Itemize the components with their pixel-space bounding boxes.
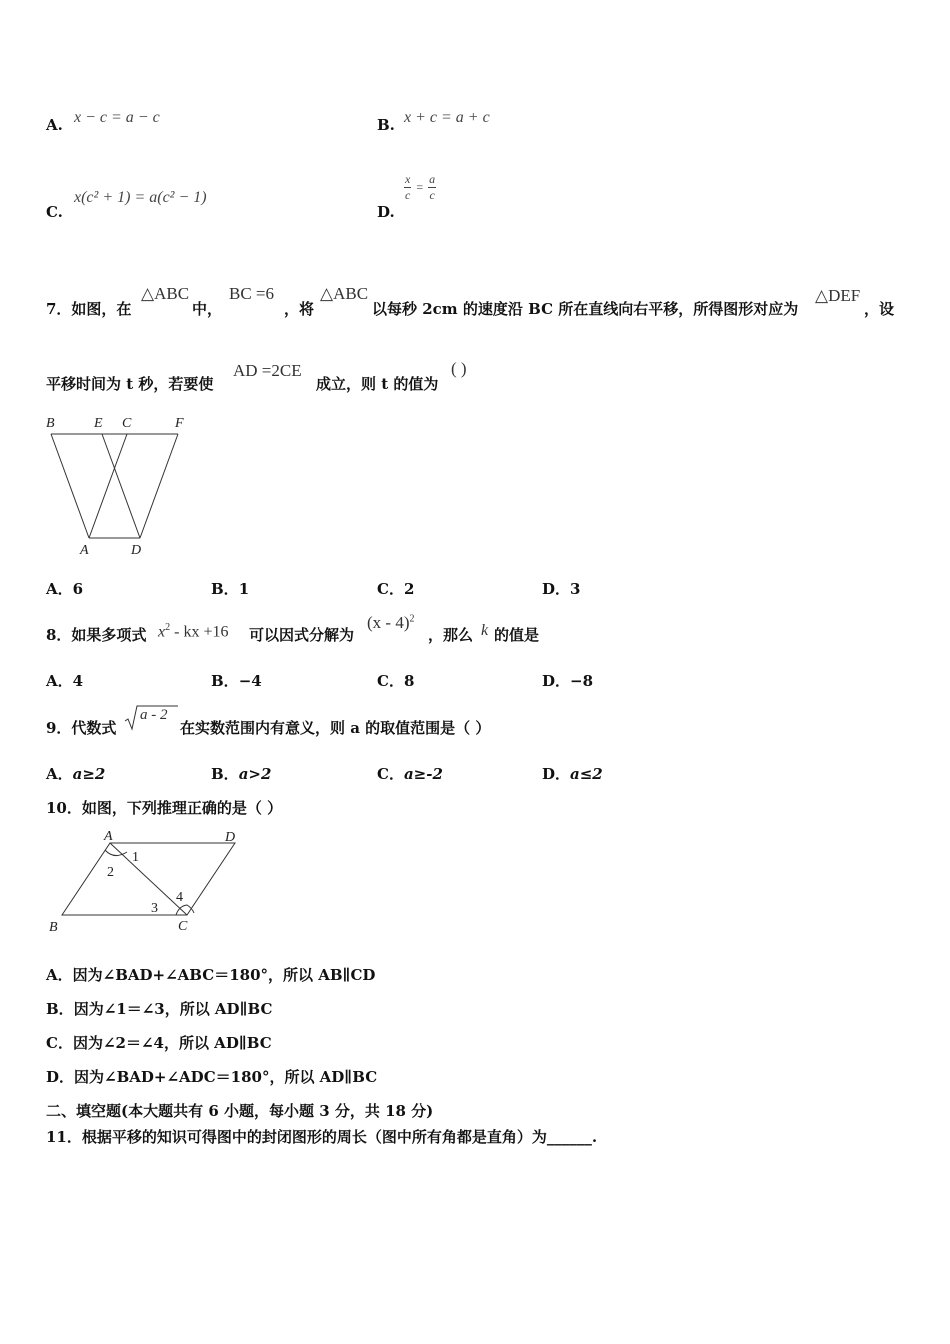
q7-ad-equals-2ce: AD =2CE bbox=[233, 361, 302, 380]
fig7-label-e: E bbox=[94, 416, 103, 431]
q7-stem-part3: 平移时间为 t 秒，若要使 bbox=[46, 375, 214, 393]
fig7-label-b: B bbox=[46, 416, 55, 431]
fig10-label-4: 4 bbox=[176, 890, 183, 905]
frac-right-denominator: c bbox=[429, 188, 435, 202]
q6-option-a-expr: x − c = a − c bbox=[74, 109, 160, 126]
fig10-label-2: 2 bbox=[107, 865, 114, 880]
frac-left-denominator: c bbox=[405, 188, 411, 202]
q8-option-a: A．4 bbox=[46, 672, 84, 690]
q7-bc-equals-6: BC =6 bbox=[229, 284, 275, 303]
q11-stem: 11．根据平移的知识可得图中的封闭图形的周长（图中所有角都是直角）为______. bbox=[46, 1128, 598, 1146]
fig7-label-c: C bbox=[122, 416, 132, 431]
q7-translation-figure bbox=[40, 410, 210, 560]
q7-triangle-def: △DEF bbox=[815, 286, 861, 305]
fig10-label-d: D bbox=[225, 830, 236, 845]
q8-stem-part4: 的值是 bbox=[494, 626, 540, 644]
q9-stem-part1: 9．代数式 bbox=[46, 719, 117, 737]
fig10-label-b: B bbox=[49, 920, 58, 935]
q7-option-c: C．2 bbox=[377, 580, 415, 598]
q6-option-c-label: C. bbox=[46, 203, 63, 221]
q8-option-d: D．−8 bbox=[542, 672, 594, 690]
q8-stem-part2: 可以因式分解为 bbox=[249, 626, 355, 644]
q8-factored-form: (x - 4)$^2$ bbox=[367, 613, 415, 632]
q7-stem-zhong: 中， bbox=[192, 300, 223, 318]
fig10-label-3: 3 bbox=[151, 901, 158, 916]
q11-answer-blank: ______ bbox=[546, 1128, 592, 1146]
fig7-label-d: D bbox=[131, 543, 142, 558]
q6-option-c-expr: x(c² + 1) = a(c² − 1) bbox=[74, 189, 207, 206]
fig10-angle-arc-a bbox=[105, 850, 127, 856]
q6-option-d-fraction bbox=[404, 172, 436, 203]
q8-polynomial: $x^2$ - kx +16 bbox=[158, 622, 229, 641]
q8-stem-part3: ，那么 bbox=[428, 626, 474, 644]
q6-option-a-label: A. bbox=[46, 116, 63, 134]
fig7-line-df bbox=[140, 434, 178, 538]
q7-option-d: D．3 bbox=[542, 580, 581, 598]
q7-stem-part4: 成立，则 t 的值为 bbox=[316, 375, 439, 393]
q7-triangle-abc: △ABC bbox=[141, 284, 190, 303]
q7-stem-jiang: ，将 bbox=[284, 300, 315, 318]
frac-right-numerator: a bbox=[429, 172, 436, 186]
q10-option-a: A．因为∠BAD+∠ABC＝180°，所以 AB∥CD bbox=[46, 966, 376, 984]
q7-stem-part2: 以每秒 2cm 的速度沿 BC 所在直线向右平移，所得图形对应为 bbox=[372, 300, 799, 318]
q6-option-b-expr: x + c = a + c bbox=[404, 109, 490, 126]
fig7-label-a: A bbox=[80, 543, 89, 558]
q7-answer-paren: ( ) bbox=[451, 359, 467, 378]
q8-option-b: B．−4 bbox=[211, 672, 262, 690]
q7-stem-part1: 7．如图，在 bbox=[46, 300, 132, 318]
q9-option-a: A．a≥2 bbox=[46, 765, 106, 783]
q7-stem-she: ，设 bbox=[864, 300, 895, 318]
q10-option-b: B．因为∠1＝∠3，所以 AD∥BC bbox=[46, 1000, 273, 1018]
q8-option-c: C．8 bbox=[377, 672, 415, 690]
q7-triangle-abc-2: △ABC bbox=[320, 284, 369, 303]
q9-option-d: D．a≤2 bbox=[542, 765, 603, 783]
q9-option-c: C．a≥-2 bbox=[377, 765, 443, 783]
q10-option-d: D．因为∠BAD+∠ADC＝180°，所以 AD∥BC bbox=[46, 1068, 378, 1086]
fig10-label-a: A bbox=[104, 829, 113, 844]
q9-stem-part2: 在实数范围内有意义，则 a 的取值范围是（ ） bbox=[180, 719, 491, 737]
section2-heading: 二、填空题(本大题共有 6 小题，每小题 3 分，共 18 分) bbox=[46, 1102, 434, 1120]
q10-option-c: C．因为∠2＝∠4，所以 AD∥BC bbox=[46, 1034, 272, 1052]
q7-option-a: A．6 bbox=[46, 580, 84, 598]
q10-stem: 10．如图，下列推理正确的是（ ） bbox=[46, 799, 283, 817]
fig10-label-c: C bbox=[178, 919, 188, 934]
fig7-label-f: F bbox=[175, 416, 184, 431]
q9-radicand: a - 2 bbox=[140, 707, 168, 723]
fig7-line-ba bbox=[51, 434, 89, 538]
q6-option-b-label: B. bbox=[377, 116, 395, 134]
fig10-label-1: 1 bbox=[132, 850, 139, 865]
q8-stem-part1: 8．如果多项式 bbox=[46, 626, 147, 644]
frac-equals: = bbox=[416, 180, 424, 194]
q7-option-b: B．1 bbox=[211, 580, 250, 598]
q9-option-b: B．a>2 bbox=[211, 765, 272, 783]
q10-parallelogram-figure bbox=[44, 826, 254, 938]
q8-k: k bbox=[481, 622, 489, 639]
frac-left-numerator: x bbox=[405, 172, 411, 186]
q6-option-d-label: D. bbox=[377, 203, 395, 221]
